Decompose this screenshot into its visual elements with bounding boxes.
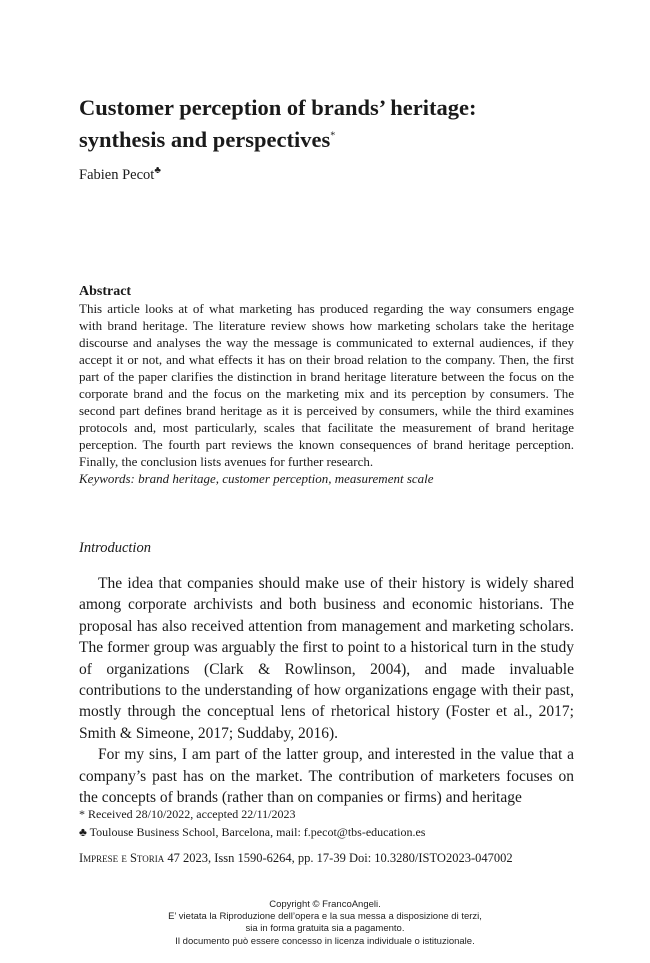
copyright-notice: [0, 899, 650, 948]
title-footnote-mark: *: [330, 130, 336, 142]
author-footnote-mark: ♣: [154, 165, 161, 177]
article-title: [79, 92, 579, 156]
copyright-line: sia in forma gratuita sia a pagamento.: [245, 923, 405, 935]
abstract-text: This article looks at of what marketing has produced regarding the way consumers engage with brand heritage. The literature review shows how marketing scholars take the heritage discourse and analyses the way the message is communicated to external audiences, if they accept it or not, and what effects it has on their broad relation to the company. Then, the first part of the paper clarifies the distinction in brand heritage literature between the focus on the corporate brand and the focus on the marketing mix and its perception by consumers. The second part defines brand heritage as it is perceived by consumers, while the third examines protocols and, most particularly, scales that facilitate the measurement of brand heritage perception. The fourth part reviews the known consequences of brand heritage perception. Finally, the conclusion lists avenues for further research.: [79, 301, 574, 469]
journal-name-first: Imprese: [79, 851, 119, 865]
copyright-line: Il documento può essere concesso in licenza individuale o istituzionale.: [175, 935, 475, 947]
introduction-body: [79, 573, 574, 808]
author-name: Fabien Pecot: [79, 167, 155, 183]
journal-details: 47 2023, Issn 1590-6264, pp. 17-39 Doi: 10.3280/ISTO2023-047002: [164, 851, 513, 865]
footnote-received: * Received 28/10/2022, accepted 22/11/2023: [79, 807, 296, 821]
body-paragraph: For my sins, I am part of the latter group, and interested in the value that a company’s past has on the market. The contribution of marketers focuses on the concepts of brands (rather than on companies or firms) and heritage: [79, 746, 574, 807]
introduction-heading: Introduction: [79, 540, 151, 556]
journal-name-mid: e: [121, 851, 127, 865]
copyright-line: Copyright © FrancoAngeli.: [269, 899, 381, 910]
copyright-line: E’ vietata la Riproduzione dell’opera e la sua messa a disposizione di terzi,: [168, 911, 482, 923]
body-paragraph: The idea that companies should make use of their history is widely shared among corporate archivists and both business and economic historians. The proposal has also received attention from management and marketing scholars. The former group was arguably the first to point to a historical turn in the study of organizations (Clark & Rowlinson, 2004), and made invaluable contributions to the understanding of how organizations engage with their past, mostly through the conceptual lens of rhetorical history (Foster et al., 2017; Smith & Simeone, 2017; Suddaby, 2016).: [79, 575, 574, 742]
abstract-section: [79, 283, 574, 487]
keywords: Keywords: brand heritage, customer perception, measurement scale: [79, 471, 434, 486]
title-line-2: synthesis and perspectives: [79, 127, 331, 152]
footnote-affiliation: ♣ Toulouse Business School, Barcelona, mail: f.pecot@tbs-education.es: [79, 825, 426, 839]
footnotes: [79, 805, 579, 841]
journal-citation: [79, 851, 513, 866]
author: [79, 167, 161, 184]
abstract-heading: Abstract: [79, 284, 132, 299]
journal-name-last: Storia: [129, 851, 165, 865]
title-line-1: Customer perception of brands’ heritage:: [79, 95, 477, 120]
